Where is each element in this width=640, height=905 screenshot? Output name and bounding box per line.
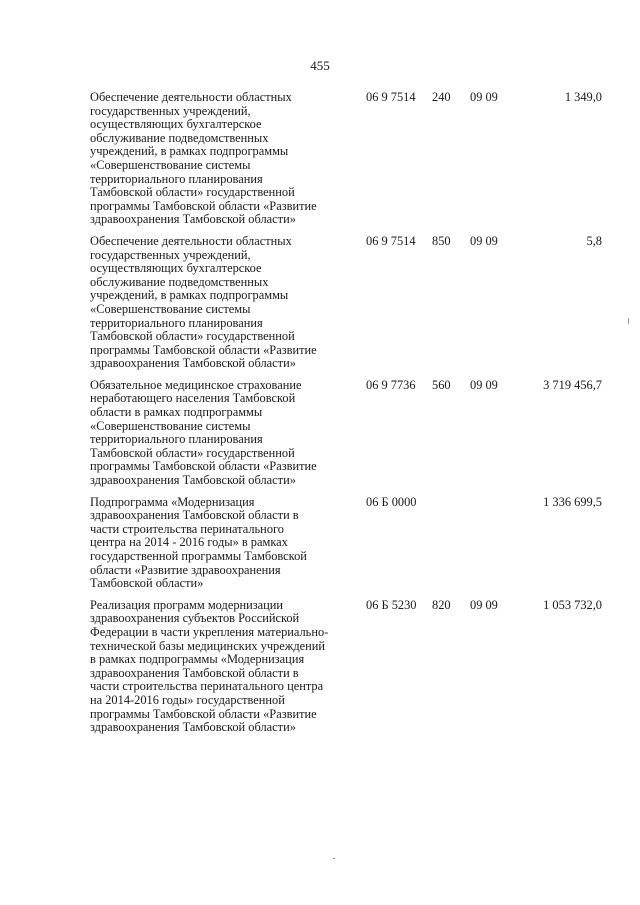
- row-code: 06 9 7736: [366, 377, 416, 392]
- row-description: Подпрограмма «Модернизация здравоохранения Тамбовской области в части строительства перинатального центра на 2014 - 2016 годы» в рамках государственной программы Тамбовской области «Развитие здравоохранения Тамбовской области»: [90, 494, 307, 591]
- budget-table: [90, 91, 602, 743]
- table-row: [90, 91, 602, 227]
- row-expense-type: 560: [432, 377, 451, 392]
- row-section: 09 09: [470, 597, 498, 612]
- row-amount: 1 349,0: [564, 90, 602, 104]
- scan-speck: [628, 318, 629, 324]
- row-code: 06 9 7514: [366, 233, 416, 248]
- row-amount: 3 719 456,7: [543, 377, 602, 392]
- row-expense-type: 240: [432, 90, 451, 104]
- table-row: [90, 496, 602, 591]
- row-amount: 1 053 732,0: [543, 597, 602, 612]
- row-code: 06 Б 0000: [366, 494, 417, 509]
- row-description: Обеспечение деятельности областных государственных учреждений, осуществляющих бухгалтерское обслуживание подведомственных учреждений, в рамках подпрограммы «Совершенствование системы территориального планирования Тамбовской области» государственной программы Тамбовской области «Развитие здравоохранения Тамбовской области»: [90, 90, 317, 227]
- row-amount: 1 336 699,5: [543, 494, 602, 509]
- row-description: Реализация программ модернизации здравоохранения субъектов Российской Федерации в части укрепления материально- технической базы медицинских учреждений в рамках подпрограммы «Модернизация здравоохранения Тамбовской области в части строительства перинатального центра на 2014-2016 годы» государственной программы Тамбовской области «Развитие здравоохранения Тамбовской области»: [90, 597, 329, 735]
- row-expense-type: 820: [432, 597, 451, 612]
- table-row: [90, 235, 602, 371]
- row-expense-type: 850: [432, 233, 451, 248]
- table-row: [90, 379, 602, 488]
- row-description: Обязательное медицинское страхование неработающего населения Тамбовской области в рамках подпрограммы «Совершенствование системы территориального планирования Тамбовской области» государственной программы Тамбовской области «Развитие здравоохранения Тамбовской области»: [90, 377, 317, 488]
- row-section: 09 09: [470, 377, 498, 392]
- row-amount: 5,8: [586, 233, 602, 248]
- row-code: 06 Б 5230: [366, 597, 417, 612]
- row-section: 09 09: [470, 233, 498, 248]
- row-description: Обеспечение деятельности областных государственных учреждений, осуществляющих бухгалтерское обслуживание подведомственных учреждений, в рамках подпрограммы «Совершенствование системы территориального планирования Тамбовской области» государственной программы Тамбовской области «Развитие здравоохранения Тамбовской области»: [90, 233, 317, 371]
- page-number: 455: [310, 58, 330, 73]
- scan-speck: [333, 858, 335, 859]
- row-code: 06 9 7514: [366, 90, 416, 104]
- row-section: 09 09: [470, 90, 498, 104]
- table-row: [90, 599, 602, 735]
